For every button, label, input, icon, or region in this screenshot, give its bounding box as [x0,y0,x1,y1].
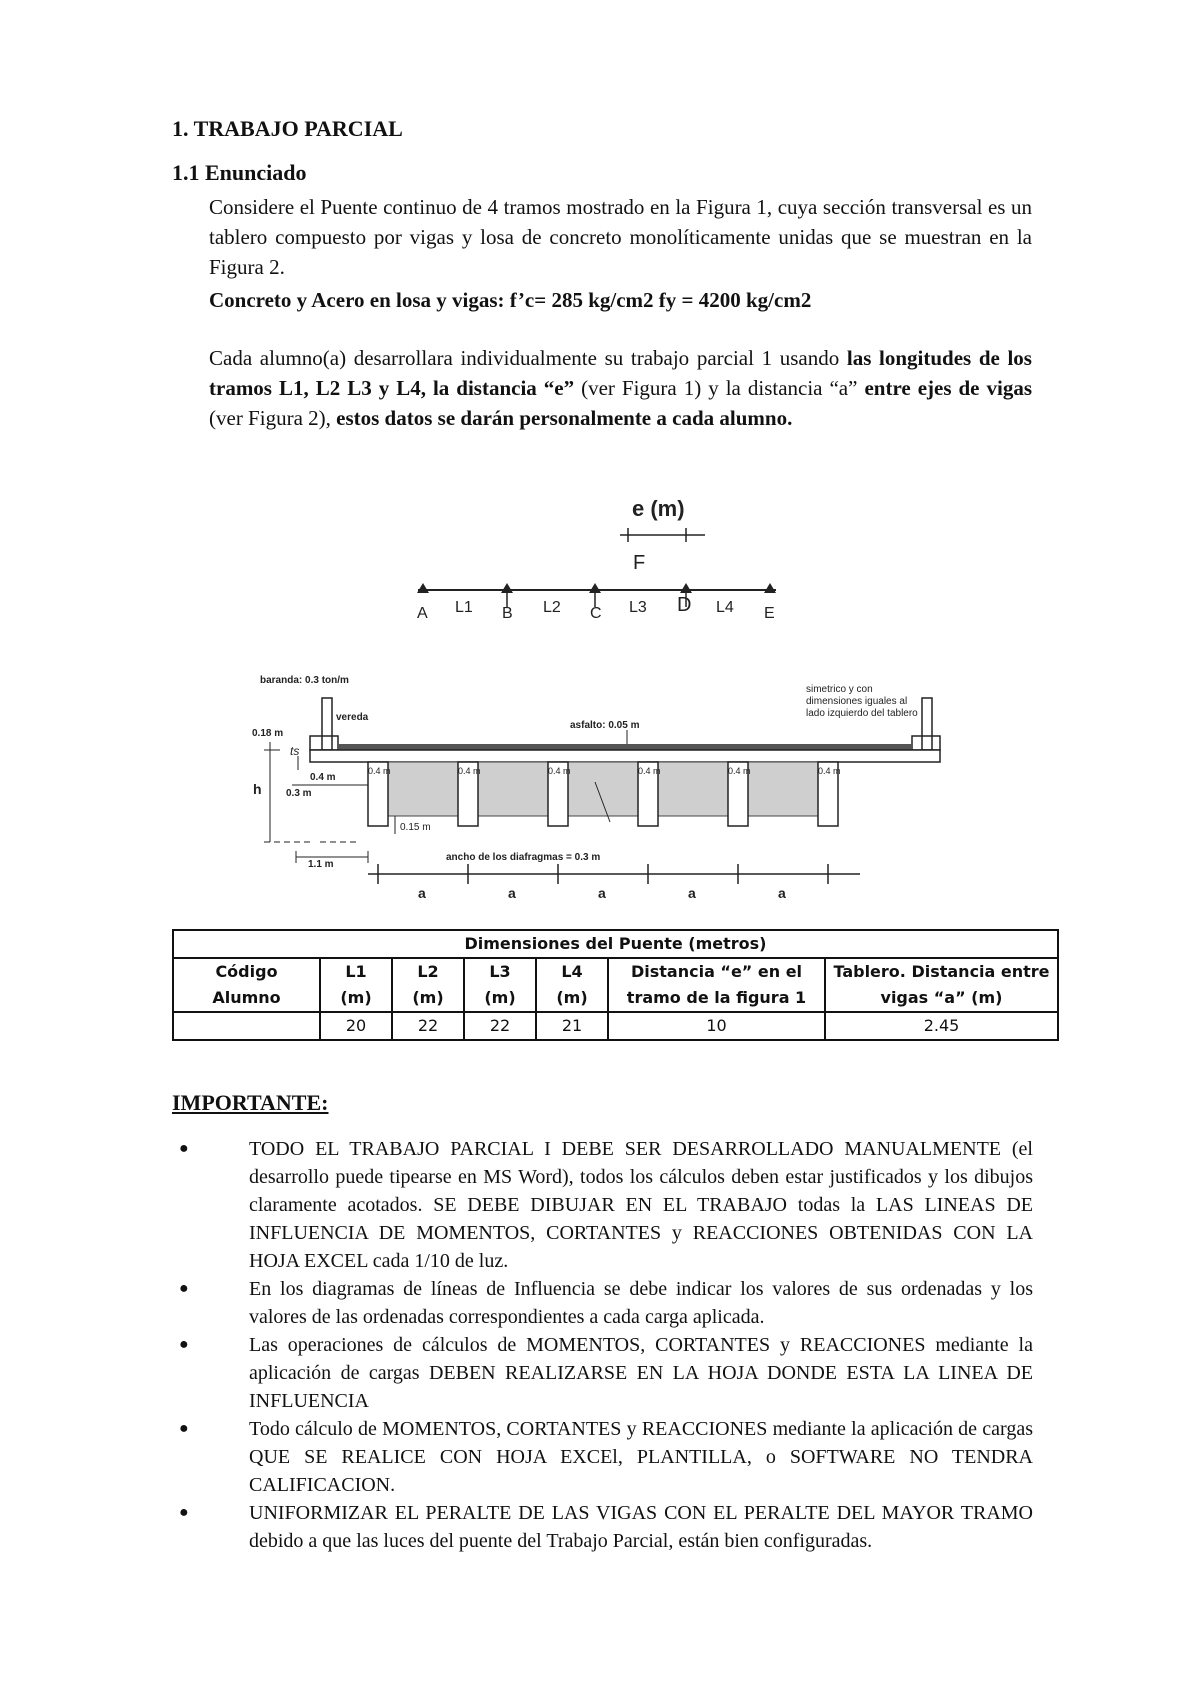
list-item-text: En los diagramas de líneas de Influencia se debe indicar los valores de sus ordenadas y los valores de las ordenadas correspondientes a cada carga aplicada. [249,1278,1033,1328]
girder-5-width: 0.4 m [728,766,751,776]
header-l3-line-1: L3 [489,962,511,981]
instructions-bold-3: estos datos se darán personalmente a cada alumno. [336,406,793,430]
span-l1-label: L1 [455,599,473,616]
right-railing-post [922,698,932,750]
baranda-label: baranda: 0.3 ton/m [260,675,349,686]
h-label: h [253,781,262,797]
section-heading: 1. TRABAJO PARCIAL [172,116,403,141]
girder-4-width: 0.4 m [638,766,661,776]
header-l2-line-1: L2 [417,962,439,981]
header-l1-line-2: (m) [340,988,372,1007]
bullet-icon: ● [179,1420,189,1437]
header-l2 [392,958,464,1012]
instructions-bold-1: las longitudes de los tramos L1, L2 L3 y L4, la distancia “e” [209,346,1032,400]
support-d-icon [680,583,692,593]
vereda-label: vereda [336,712,369,723]
spacing-a-1: a [418,885,426,901]
figure-2-deck-section [250,672,960,902]
spacing-a-5: a [778,885,786,901]
important-heading: IMPORTANTE: [172,1090,329,1115]
header-l4 [536,958,608,1012]
ts-label: ts [290,744,300,758]
cell-codigo [173,1012,320,1040]
important-list [179,1135,1033,1555]
spacing-a-3: a [598,885,606,901]
header-codigo [173,958,320,1012]
list-item [179,1135,1033,1275]
list-item-text: Todo cálculo de MOMENTOS, CORTANTES y REACCIONES mediante la aplicación de cargas QUE SE REALICE CON HOJA EXCEl, PLANTILLA, o SOFTWARE NO TENDRA CALIFICACION. [249,1418,1033,1496]
girder-6-width: 0.4 m [818,766,841,776]
spacing-a-2: a [508,885,516,901]
header-l1-line-1: L1 [345,962,367,981]
cell-l4: 21 [536,1012,608,1040]
header-codigo-line-1: Código [215,962,278,981]
support-c-label: C [590,605,602,622]
diaphragm-5 [748,762,818,816]
span-l3-label: L3 [629,599,647,616]
asphalt-layer [338,744,912,750]
header-l3 [464,958,536,1012]
asfalto-label: asfalto: 0.05 m [570,720,640,731]
support-b-icon [501,583,513,593]
header-l4-line-1: L4 [561,962,583,981]
e-dimension-line [620,528,705,542]
list-item-text: UNIFORMIZAR EL PERALTE DE LAS VIGAS CON EL PERALTE DEL MAYOR TRAMO debido a que las luces del puente del Trabajo Parcial, están bien configuradas. [249,1502,1033,1552]
diaphragms [388,762,818,816]
bullet-icon: ● [179,1280,189,1297]
diaphragm-1 [388,762,458,816]
table-header-row [173,958,1058,1012]
intro-paragraph: Considere el Puente continuo de 4 tramos mostrado en la Figura 1, cuya sección transversal es un tablero compuesto por vigas y losa de concreto monolíticamente unidas que se muestran en la Figura 2. [209,195,1032,279]
girder-1-width: 0.4 m [368,766,391,776]
right-sidewalk [912,736,940,750]
list-item [179,1499,1033,1555]
list-item [179,1331,1033,1415]
materials-line: Concreto y Acero en losa y vigas: f’c= 285 kg/cm2 fy = 4200 kg/cm2 [209,288,812,312]
diaphragm-4 [658,762,728,816]
cell-e: 10 [608,1012,825,1040]
bridge-dimensions-table [172,929,1059,1041]
support-e-label: E [764,605,775,622]
cell-l3: 22 [464,1012,536,1040]
span-l2-label: L2 [543,599,561,616]
list-item-text: TODO EL TRABAJO PARCIAL I DEBE SER DESARROLLADO MANUALMENTE (el desarrollo puede tipearse en MS Word), todos los cálculos deben estar justificados y los dibujos claramente acotados. SE DEBE DIBUJAR EN EL TRABAJO todas la LAS LINEAS DE INFLUENCIA DE MOMENTOS, CORTANTES y REACCIONES OBTENIDAS CON LA HOJA EXCEL cada 1/10 de luz. [249,1138,1033,1272]
instructions-paragraph [209,343,1032,433]
header-e-line-2: tramo de la figura 1 [626,988,807,1007]
symmetry-note-line-3: lado izquierdo del tablero [806,708,918,719]
list-item [179,1415,1033,1499]
header-e-line-1: Distancia “e” en el [630,962,803,981]
left-sidewalk [310,736,338,750]
diaphragm-2 [478,762,548,816]
cell-l2: 22 [392,1012,464,1040]
load-label: F [633,552,646,574]
table-title-row [173,930,1058,958]
girder-spacing-line [368,864,860,884]
support-a-icon [417,583,429,593]
beam-labels [417,594,775,622]
instructions-text-1: Cada alumno(a) desarrollara individualmente su trabajo parcial 1 usando [209,346,847,370]
header-a-line-1: Tablero. Distancia entre [833,962,1050,981]
support-d-label: D [677,594,692,616]
list-item-text: Las operaciones de cálculos de MOMENTOS, CORTANTES y REACCIONES mediante la aplicación de cargas DEBEN REALIZARSE EN LA HOJA DONDE ESTA LA LINEA DE INFLUENCIA [249,1334,1033,1412]
symmetry-note-line-1: simetrico y con [806,684,873,695]
support-c-icon [589,583,601,593]
left-railing-post [322,698,332,750]
diafragma-label: ancho de los diafragmas = 0.3 m [446,852,601,863]
header-l2-line-2: (m) [412,988,444,1007]
support-markers [417,583,776,593]
instructions-text-2: (ver Figura 1) y la distancia “a” [574,376,865,400]
bullet-icon: ● [179,1336,189,1353]
diaphragm-3 [568,762,638,816]
header-l3-line-2: (m) [484,988,516,1007]
list-item [179,1275,1033,1331]
spacing-labels [418,885,786,901]
spacing-a-4: a [688,885,696,901]
header-a [825,958,1058,1012]
dim-018-label: 0.18 m [252,728,284,739]
dim-03-label: 0.3 m [286,788,312,799]
support-b-label: B [502,605,513,622]
table-row [173,1012,1058,1040]
support-a-label: A [417,605,428,622]
bullet-icon: ● [179,1140,189,1157]
subsection-heading: 1.1 Enunciado [172,160,307,185]
header-a-line-2: vigas “a” (m) [880,988,1003,1007]
cell-a: 2.45 [825,1012,1058,1040]
deck-slab [310,750,940,762]
symmetry-note-line-2: dimensiones iguales al [806,696,908,707]
instructions-bold-2: entre ejes de vigas [864,376,1032,400]
bullet-icon: ● [179,1504,189,1521]
e-label: e (m) [632,496,685,521]
dim-04-label: 0.4 m [310,772,336,783]
cell-l1: 20 [320,1012,392,1040]
header-l1 [320,958,392,1012]
support-e-icon [764,583,776,593]
instructions-text-3: (ver Figura 2), [209,406,337,430]
header-e [608,958,825,1012]
figure-1-continuous-beam [400,495,800,635]
span-l4-label: L4 [716,599,734,616]
girder-3-width: 0.4 m [548,766,571,776]
header-codigo-line-2: Alumno [212,988,281,1007]
header-l4-line-2: (m) [556,988,588,1007]
dim-11-label: 1.1 m [308,859,334,870]
symmetry-note [806,684,918,719]
dim-015-label: 0.15 m [400,822,431,833]
table-title: Dimensiones del Puente (metros) [173,930,1058,958]
girder-2-width: 0.4 m [458,766,481,776]
